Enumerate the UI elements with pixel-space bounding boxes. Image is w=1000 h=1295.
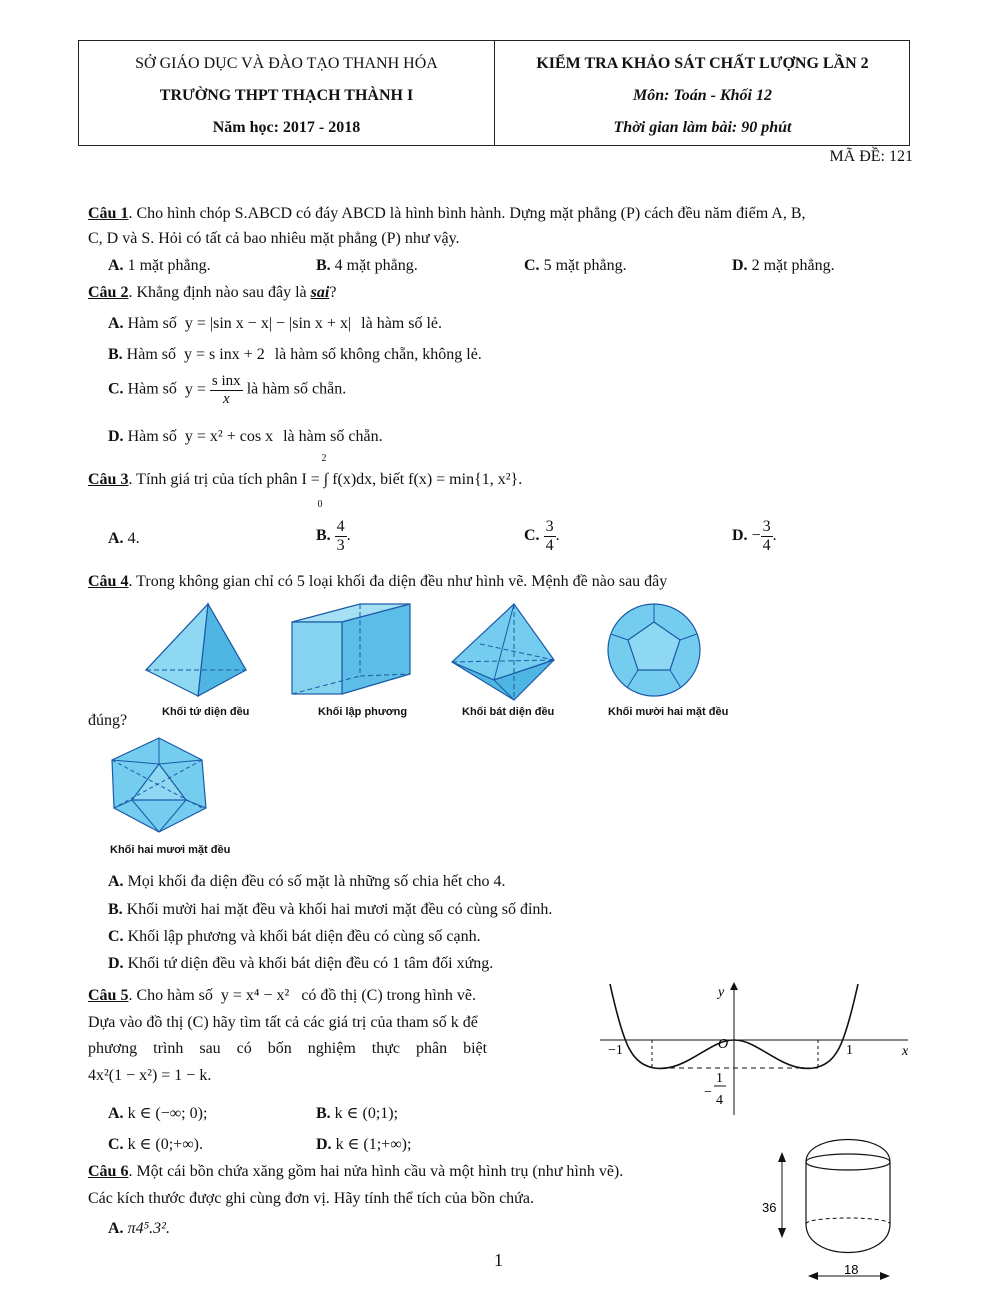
option-key: A.	[108, 873, 124, 890]
option-text: Hàm số	[123, 380, 181, 398]
x-label: x	[902, 1044, 909, 1059]
fraction	[761, 518, 773, 554]
q4-stem	[88, 573, 667, 591]
origin-label: O	[718, 1037, 729, 1052]
q2-emphasis: sai	[310, 284, 330, 301]
option-key: D.	[108, 428, 124, 445]
option-key: B.	[316, 257, 331, 274]
option-key: C.	[108, 928, 124, 945]
height-label: 36	[762, 1200, 777, 1215]
q4-option-c	[108, 928, 481, 946]
page-number: 1	[494, 1250, 503, 1270]
option-key: A.	[108, 315, 124, 332]
option-key: C.	[108, 380, 124, 398]
formula: k ∈ (0;1);	[334, 1105, 399, 1122]
option-text: 1 mặt phẳng.	[123, 257, 211, 274]
q3-option-d: D. − $\frac{3}{4}$ .	[732, 518, 777, 554]
option-key: D.	[732, 526, 748, 544]
formula: k ∈ (0;+∞).	[127, 1136, 203, 1153]
formula: y = s inx + 2	[184, 346, 265, 363]
option-text: Khối lập phương và khối bát diện đều có cùng số cạnh.	[123, 928, 481, 945]
q4-label: Câu 4	[88, 573, 129, 590]
formula: k ∈ (1;+∞);	[335, 1136, 412, 1153]
width-label: 18	[844, 1262, 859, 1277]
minus-sign: −	[751, 526, 761, 544]
cube-figure	[292, 604, 410, 694]
q2-option-b	[108, 346, 482, 364]
q5-option-a	[108, 1103, 207, 1123]
tank-bottom-cap	[806, 1224, 890, 1253]
denominator: x	[222, 390, 230, 407]
integral-upper: 2	[321, 453, 327, 464]
q5-label: Câu 5	[88, 987, 129, 1004]
q3-option-a: A. 4.	[108, 530, 140, 547]
tick-neg1: −1	[608, 1043, 623, 1058]
option-text: 4 mặt phẳng.	[330, 257, 418, 274]
q1-option-b	[316, 257, 418, 275]
school-year: Năm học: 2017 - 2018	[212, 119, 361, 136]
arrow-up-icon	[778, 1152, 786, 1162]
exam-subject: Môn: Toán - Khối 12	[633, 87, 772, 104]
option-key: C.	[524, 526, 540, 544]
q5-option-d	[316, 1134, 411, 1154]
q1-option-d	[732, 257, 835, 275]
caption-cube: Khối lập phương	[318, 706, 408, 718]
option-text: Hàm số	[122, 346, 180, 363]
option-key: B.	[316, 526, 331, 544]
tick-1: 1	[846, 1043, 853, 1058]
q1-line2: C, D và S. Hỏi có tất cả bao nhiêu mặt phẳng (P) như vậy.	[88, 230, 460, 247]
caption-tetrahedron: Khối tứ diện đều	[162, 706, 250, 718]
min-num: 1	[716, 1071, 723, 1086]
octahedron-figure	[452, 604, 554, 700]
option-text: là hàm số không chẵn, không lẻ.	[270, 346, 482, 363]
exam-time: Thời gian làm bài: 90 phút	[613, 119, 792, 136]
fraction	[335, 518, 347, 554]
option-key: C.	[524, 257, 540, 274]
q1-option-c	[524, 257, 627, 275]
min-den: 4	[716, 1093, 723, 1108]
denominator: 3	[336, 536, 345, 554]
q2-stem	[88, 284, 336, 302]
q3-stem	[88, 453, 523, 510]
option-text: 2 mặt phẳng.	[747, 257, 835, 274]
q4-option-b	[108, 901, 552, 919]
tank-figure	[760, 1122, 910, 1292]
q4-option-d	[108, 955, 493, 973]
min-sign: −	[704, 1085, 712, 1100]
q2-option-d	[108, 428, 383, 446]
integral-expression: I = ∫ f(x)dx	[301, 471, 373, 488]
q2-stem-end: ?	[329, 284, 337, 301]
option-text: 5 mặt phẳng.	[539, 257, 627, 274]
q4-stem-text: . Trong không gian chỉ có 5 loại khối đa diện đều như hình vẽ. Mệnh đề nào sau đây	[128, 573, 668, 590]
q3-stem-end: .	[518, 471, 523, 488]
option-text: Hàm số	[123, 315, 181, 332]
numerator: s inx	[211, 373, 241, 389]
q6-line2: Các kích thước được ghi cùng đơn vị. Hãy tính thể tích của bồn chứa.	[88, 1190, 534, 1207]
option-key: B.	[316, 1105, 331, 1122]
option-key: D.	[316, 1136, 332, 1153]
q5-text: . Cho hàm số	[128, 987, 217, 1004]
formula: y = x² + cos x	[184, 428, 274, 445]
option-key: B.	[108, 901, 123, 918]
q5-line3: phương trình sau có bốn nghiệm thực phân biệt	[88, 1040, 488, 1057]
q6-option-a	[108, 1220, 170, 1238]
option-text: Khối mười hai mặt đều và khối hai mươi mặt đều có cùng số đỉnh.	[122, 901, 553, 918]
q4-stem-end: đúng?	[88, 712, 128, 729]
q3-stem-text: , biết	[372, 471, 409, 488]
q6-label: Câu 6	[88, 1163, 129, 1180]
arrow-right-icon	[880, 1272, 890, 1280]
dodecahedron-figure	[608, 604, 700, 696]
function-graph	[590, 980, 920, 1120]
option-value: 4	[127, 530, 136, 547]
q1-text: . Cho hình chóp S.ABCD có đáy ABCD là hình bình hành. Dựng mặt phẳng (P) cách đều năm điểm A, B,	[128, 205, 806, 222]
formula: f(x) = min{1, x²}	[408, 471, 519, 488]
option-text: là hàm số lẻ.	[357, 315, 443, 332]
q6-line1	[88, 1163, 623, 1181]
option-key: B.	[108, 346, 123, 363]
numerator: 3	[762, 518, 771, 535]
q3-option-c: C. $\frac{3}{4}$ .	[524, 518, 560, 554]
q1-option-a	[108, 257, 211, 275]
option-key: A.	[108, 1220, 124, 1237]
y-label: y	[718, 985, 725, 1000]
tetrahedron-figure	[146, 604, 246, 696]
school-name: TRƯỜNG THPT THẠCH THÀNH I	[159, 87, 414, 104]
q5-line2: Dựa vào đồ thị (C) hãy tìm tất cả các giá trị của tham số k để	[88, 1014, 478, 1031]
option-text: Hàm số	[123, 428, 181, 445]
formula: π4⁵.3².	[127, 1220, 170, 1237]
q3-stem-text: . Tính giá trị của tích phân	[128, 471, 302, 488]
tank-bottom-rim-back	[806, 1218, 890, 1224]
option-key: A.	[108, 1105, 124, 1122]
numerator: 4	[336, 518, 345, 535]
tank-top-cap	[806, 1140, 890, 1163]
q5-text: có đồ thị (C) trong hình vẽ.	[297, 987, 476, 1004]
option-key: A.	[108, 530, 124, 547]
fraction	[544, 518, 556, 554]
q1-label: Câu 1	[88, 205, 129, 222]
tank-top-rim	[806, 1154, 890, 1170]
option-text: Khối tứ diện đều và khối bát diện đều có 1 tâm đối xứng.	[123, 955, 494, 972]
option-key: C.	[108, 1136, 124, 1153]
denominator: 4	[545, 536, 554, 554]
formula: y =	[184, 380, 206, 398]
exam-title: KIỂM TRA KHẢO SÁT CHẤT LƯỢNG LẦN 2	[536, 55, 869, 72]
q4-option-a	[108, 873, 506, 891]
formula: y = |sin x − x| − |sin x + x|	[184, 315, 352, 332]
option-key: D.	[108, 955, 124, 972]
polyhedra-figures	[140, 600, 760, 710]
q2-stem-text: . Khẳng định nào sau đây là	[128, 284, 311, 301]
fraction	[210, 373, 243, 407]
q2-option-c	[108, 373, 346, 407]
q6-text: . Một cái bồn chứa xăng gồm hai nửa hình cầu và một hình trụ (như hình vẽ).	[128, 1163, 624, 1180]
option-key: D.	[732, 257, 748, 274]
option-key: A.	[108, 257, 124, 274]
integral	[301, 453, 373, 510]
icosahedron-figure	[106, 734, 212, 836]
caption-dodecahedron: Khối mười hai mặt đều	[608, 706, 729, 718]
numerator: 3	[545, 518, 554, 535]
q3-option-b: B. $\frac{4}{3}$ .	[316, 518, 351, 554]
q1-line1	[88, 205, 806, 223]
header-table	[78, 40, 910, 146]
option-text: là hàm số chẵn.	[242, 380, 347, 398]
q5-line1	[88, 987, 476, 1005]
dept-name: SỞ GIÁO DỤC VÀ ĐÀO TẠO THANH HÓA	[135, 55, 438, 72]
exam-code: MÃ ĐỀ: 121	[829, 148, 913, 165]
caption-icosahedron: Khối hai mươi mặt đều	[110, 844, 231, 856]
option-text: Mọi khối đa diện đều có số mặt là những số chia hết cho 4.	[123, 873, 506, 890]
option-text: là hàm số chẵn.	[279, 428, 383, 445]
q5-option-c	[108, 1134, 203, 1154]
q2-label: Câu 2	[88, 284, 129, 301]
y-axis-arrow-icon	[730, 982, 738, 990]
q5-option-b	[316, 1103, 398, 1123]
formula: k ∈ (−∞; 0);	[127, 1105, 208, 1122]
caption-octahedron: Khối bát diện đều	[462, 706, 555, 718]
formula: y = x⁴ − x²	[220, 987, 290, 1004]
q3-label: Câu 3	[88, 471, 129, 488]
q5-equation: 4x²(1 − x²) = 1 − k.	[88, 1067, 212, 1084]
arrow-left-icon	[808, 1272, 818, 1280]
arrow-down-icon	[778, 1228, 786, 1238]
q2-option-a	[108, 315, 442, 333]
integral-lower: 0	[317, 499, 323, 510]
denominator: 4	[762, 536, 771, 554]
